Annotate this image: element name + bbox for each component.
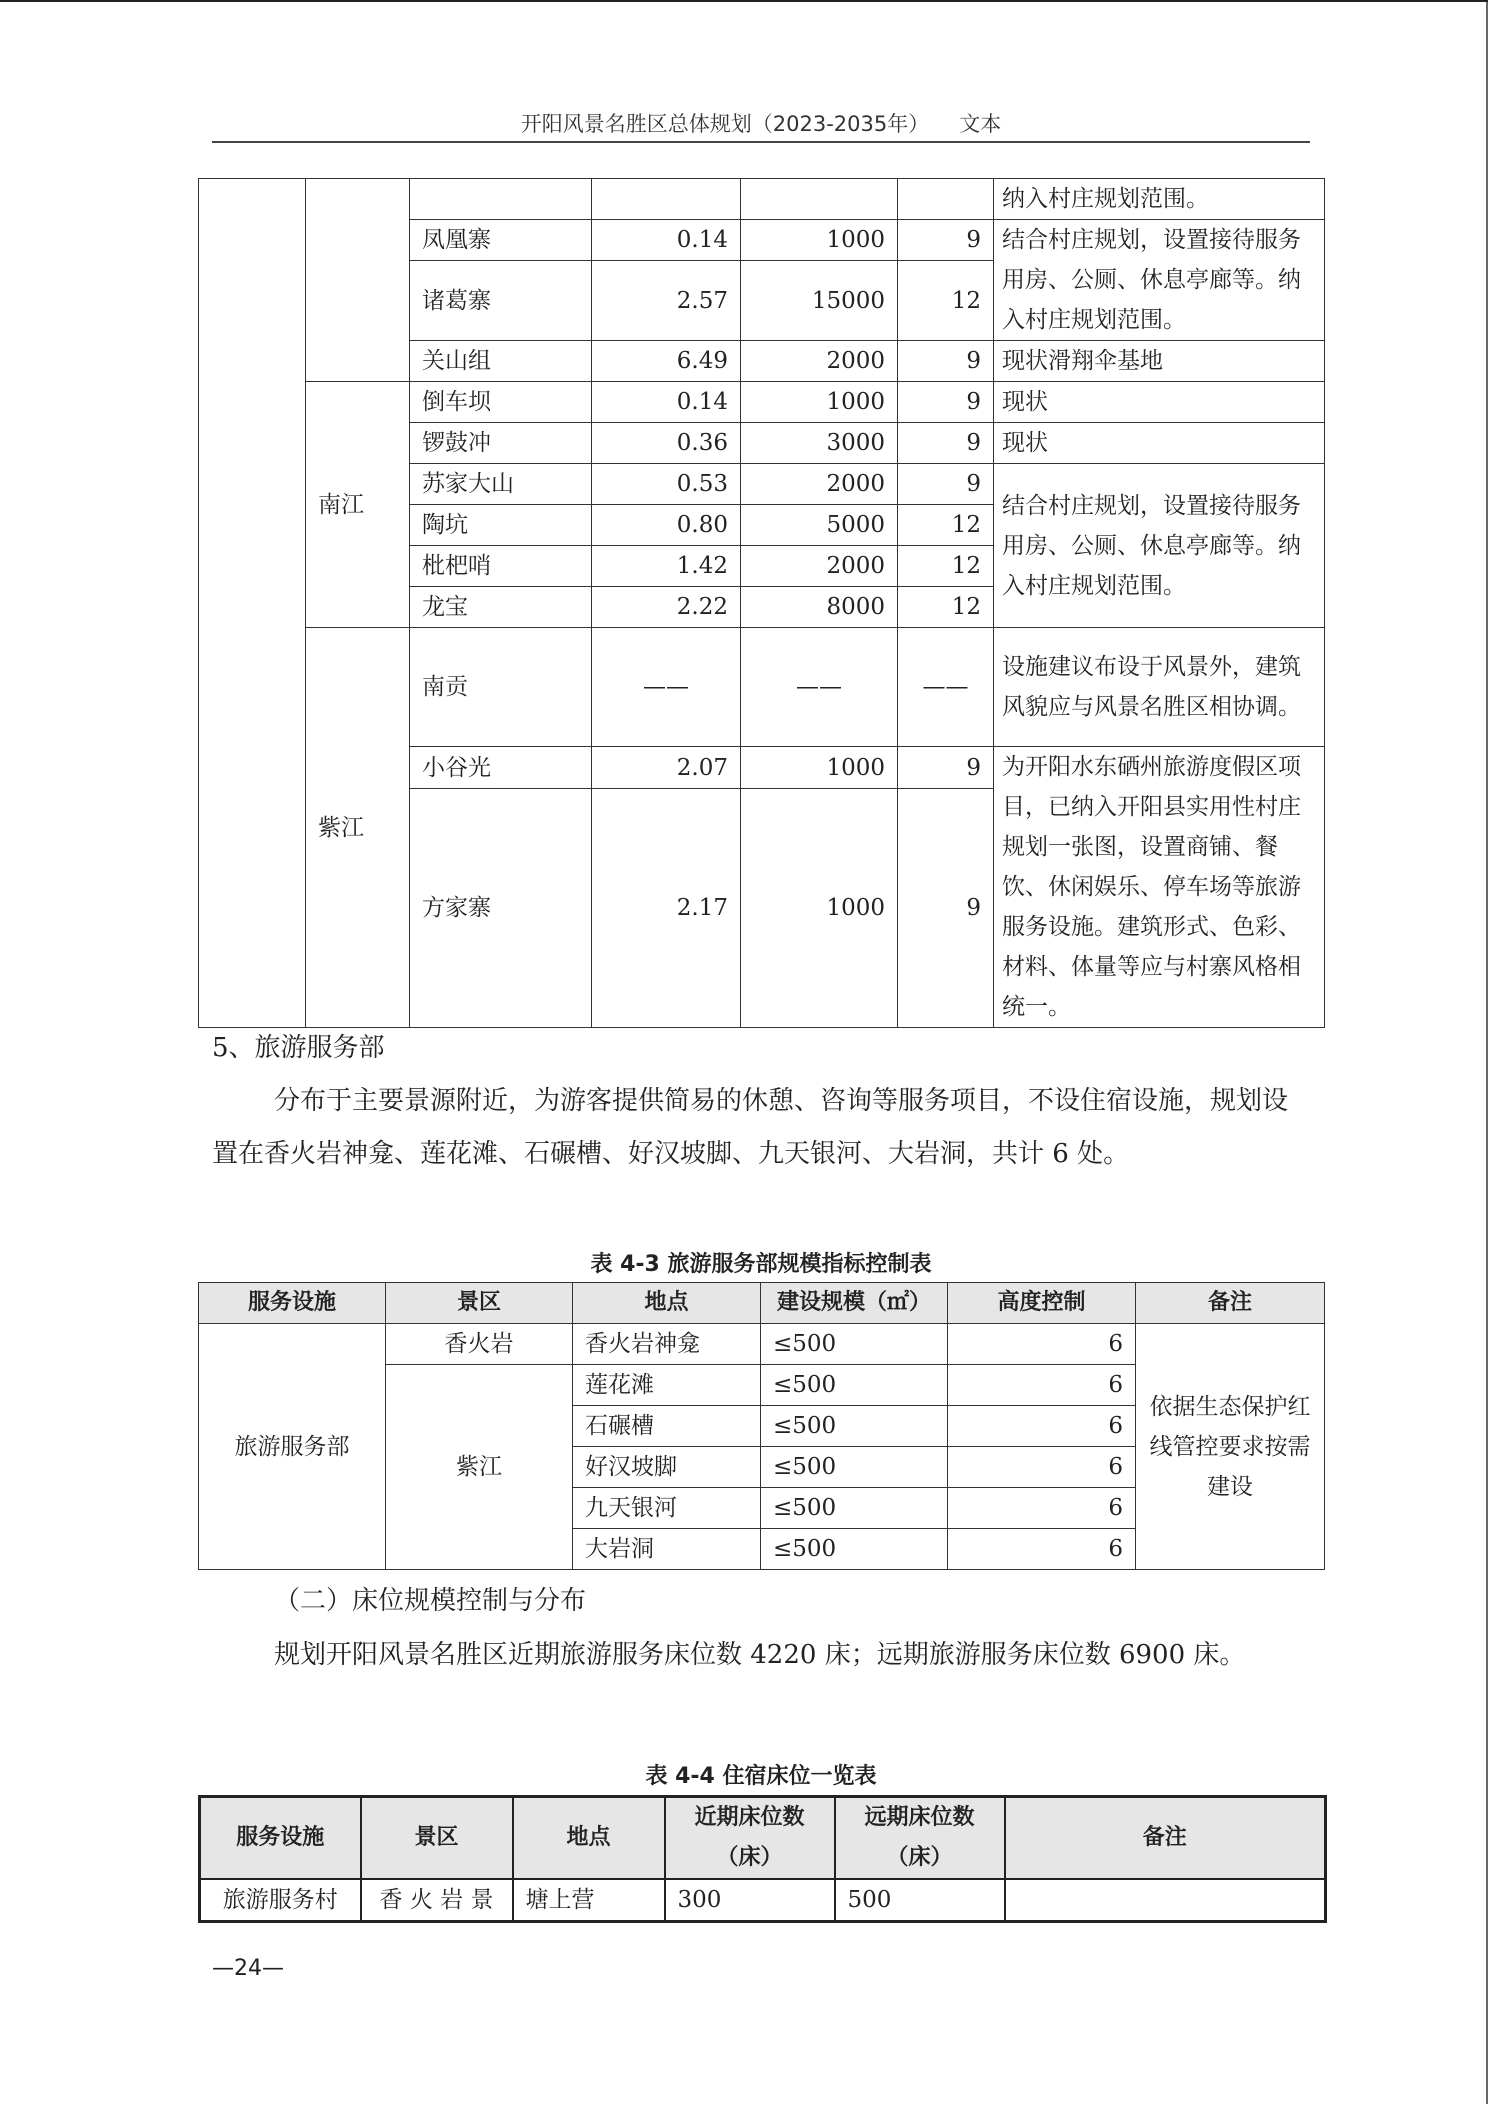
scale-cell: ≤500: [761, 1365, 948, 1406]
scale-cell: ≤500: [761, 1406, 948, 1447]
place-cell: 诸葛寨: [410, 261, 592, 341]
col-header: 地点: [573, 1283, 761, 1324]
area-cell: [592, 179, 741, 220]
zone-cell: 南江: [306, 382, 410, 628]
height-cell: 6: [948, 1365, 1136, 1406]
height-cell: 9: [898, 423, 994, 464]
capacity-cell: 2000: [741, 341, 898, 382]
capacity-cell: 1000: [741, 747, 898, 789]
area-cell: 1.42: [592, 546, 741, 587]
service-station-table: [198, 1282, 1325, 1570]
zone-cell: 香火岩: [386, 1324, 573, 1365]
facility-type-cell: [199, 179, 306, 1028]
table-row: [199, 382, 1325, 423]
col-header: 服务设施: [200, 1797, 361, 1880]
table-row: [199, 179, 1325, 220]
capacity-cell: 3000: [741, 423, 898, 464]
place-cell: 香火岩神龛: [573, 1324, 761, 1365]
table-row: [199, 628, 1325, 747]
capacity-cell: 2000: [741, 546, 898, 587]
place-cell: 九天银河: [573, 1488, 761, 1529]
zone-cell: 紫江: [306, 628, 410, 1028]
capacity-cell: 1000: [741, 382, 898, 423]
height-cell: 12: [898, 546, 994, 587]
facility-table-continued: [198, 178, 1325, 1028]
remark-cell: 现状: [994, 382, 1325, 423]
accommodation-table: [198, 1795, 1327, 1923]
area-cell: 2.22: [592, 587, 741, 628]
remark-cell: 设施建议布设于风景外，建筑风貌应与风景名胜区相协调。: [994, 628, 1325, 747]
area-cell: 2.07: [592, 747, 741, 789]
col-header: 高度控制: [948, 1283, 1136, 1324]
scale-cell: ≤500: [761, 1324, 948, 1365]
col-header: 建设规模（㎡）: [761, 1283, 948, 1324]
table-row: [199, 1324, 1325, 1365]
place-cell: 小谷光: [410, 747, 592, 789]
height-cell: 6: [948, 1529, 1136, 1570]
capacity-cell: 5000: [741, 505, 898, 546]
place-cell: [410, 179, 592, 220]
scale-cell: ≤500: [761, 1488, 948, 1529]
height-cell: 9: [898, 382, 994, 423]
height-cell: 9: [898, 220, 994, 261]
document-type: 文本: [959, 112, 1002, 136]
table-header-row: [200, 1797, 1326, 1880]
place-cell: 大岩洞: [573, 1529, 761, 1570]
col-header: 景区: [361, 1797, 513, 1880]
area-cell: 0.14: [592, 382, 741, 423]
height-cell: 12: [898, 505, 994, 546]
col-header: 远期床位数（床）: [835, 1797, 1005, 1880]
remark-cell: 结合村庄规划，设置接待服务用房、公厕、休息亭廊等。纳入村庄规划范围。: [994, 220, 1325, 341]
remark-cell: 依据生态保护红线管控要求按需建设: [1136, 1324, 1325, 1570]
area-cell: 0.53: [592, 464, 741, 505]
place-cell: 龙宝: [410, 587, 592, 628]
remark-cell: 结合村庄规划，设置接待服务用房、公厕、休息亭廊等。纳入村庄规划范围。: [994, 464, 1325, 628]
capacity-cell: 8000: [741, 587, 898, 628]
capacity-cell: 2000: [741, 464, 898, 505]
header-rule: [212, 141, 1310, 143]
height-cell: [898, 179, 994, 220]
area-cell: 0.14: [592, 220, 741, 261]
height-cell: 6: [948, 1406, 1136, 1447]
zone-cell: [306, 179, 410, 382]
document-title: 开阳风景名胜区总体规划（2023-2035年）: [520, 112, 930, 136]
long-term-beds-cell: 500: [835, 1879, 1005, 1922]
service-station-paragraph: 分布于主要景源附近，为游客提供简易的休憩、咨询等服务项目，不设住宿设施，规划设置在香火岩神龛、莲花滩、石碾槽、好汉坡脚、九天银河、大岩洞，共计 6 处。: [212, 1086, 1289, 1169]
table-row: [200, 1879, 1326, 1922]
section-heading-bed-capacity: （二）床位规模控制与分布: [274, 1586, 587, 1616]
section-heading-service-station: 5、旅游服务部: [212, 1033, 385, 1063]
height-cell: 12: [898, 261, 994, 341]
height-cell: 6: [948, 1488, 1136, 1529]
col-header: 景区: [386, 1283, 573, 1324]
capacity-cell: ——: [741, 628, 898, 747]
running-header: [212, 108, 1310, 138]
page-number: —24—: [212, 1956, 284, 1981]
place-cell: 枇杷哨: [410, 546, 592, 587]
place-cell: 莲花滩: [573, 1365, 761, 1406]
height-cell: 6: [948, 1447, 1136, 1488]
height-cell: 12: [898, 587, 994, 628]
remark-cell: 纳入村庄规划范围。: [994, 179, 1325, 220]
place-cell: 好汉坡脚: [573, 1447, 761, 1488]
place-cell: 陶坑: [410, 505, 592, 546]
remark-cell: 现状: [994, 423, 1325, 464]
place-cell: 关山组: [410, 341, 592, 382]
capacity-cell: 1000: [741, 789, 898, 1028]
facility-cell: 旅游服务部: [199, 1324, 386, 1570]
area-cell: 0.80: [592, 505, 741, 546]
remark-cell: 现状滑翔伞基地: [994, 341, 1325, 382]
area-cell: 6.49: [592, 341, 741, 382]
area-cell: 2.17: [592, 789, 741, 1028]
place-cell: 倒车坝: [410, 382, 592, 423]
height-cell: 9: [898, 747, 994, 789]
facility-cell: 旅游服务村: [200, 1879, 361, 1922]
scale-cell: ≤500: [761, 1447, 948, 1488]
scale-cell: ≤500: [761, 1529, 948, 1570]
place-cell: 塘上营: [513, 1879, 665, 1922]
remark-cell: [1005, 1879, 1326, 1922]
height-cell: 9: [898, 341, 994, 382]
remark-cell: 为开阳水东硒州旅游度假区项目，已纳入开阳县实用性村庄规划一张图，设置商铺、餐饮、休闲娱乐、停车场等旅游服务设施。建筑形式、色彩、材料、体量等应与村寨风格相统一。: [994, 747, 1325, 1028]
table-header-row: [199, 1283, 1325, 1324]
place-cell: 方家寨: [410, 789, 592, 1028]
zone-cell: 香 火 岩 景: [361, 1879, 513, 1922]
near-term-beds-cell: 300: [665, 1879, 835, 1922]
place-cell: 锣鼓冲: [410, 423, 592, 464]
area-cell: ——: [592, 628, 741, 747]
col-header: 服务设施: [199, 1283, 386, 1324]
place-cell: 石碾槽: [573, 1406, 761, 1447]
bed-capacity-paragraph: 规划开阳风景名胜区近期旅游服务床位数 4220 床；远期旅游服务床位数 6900 床。: [274, 1640, 1246, 1670]
height-cell: ——: [898, 628, 994, 747]
zone-cell: 紫江: [386, 1365, 573, 1570]
capacity-cell: 1000: [741, 220, 898, 261]
capacity-cell: 15000: [741, 261, 898, 341]
area-cell: 0.36: [592, 423, 741, 464]
place-cell: 南贡: [410, 628, 592, 747]
height-cell: 6: [948, 1324, 1136, 1365]
height-cell: 9: [898, 464, 994, 505]
place-cell: 凤凰寨: [410, 220, 592, 261]
height-cell: 9: [898, 789, 994, 1028]
col-header: 近期床位数（床）: [665, 1797, 835, 1880]
capacity-cell: [741, 179, 898, 220]
col-header: 备注: [1136, 1283, 1325, 1324]
area-cell: 2.57: [592, 261, 741, 341]
col-header: 地点: [513, 1797, 665, 1880]
col-header: 备注: [1005, 1797, 1326, 1880]
table-4-3-caption: 表 4-3 旅游服务部规模指标控制表: [590, 1252, 932, 1277]
table-4-4-caption: 表 4-4 住宿床位一览表: [645, 1764, 877, 1789]
place-cell: 苏家大山: [410, 464, 592, 505]
